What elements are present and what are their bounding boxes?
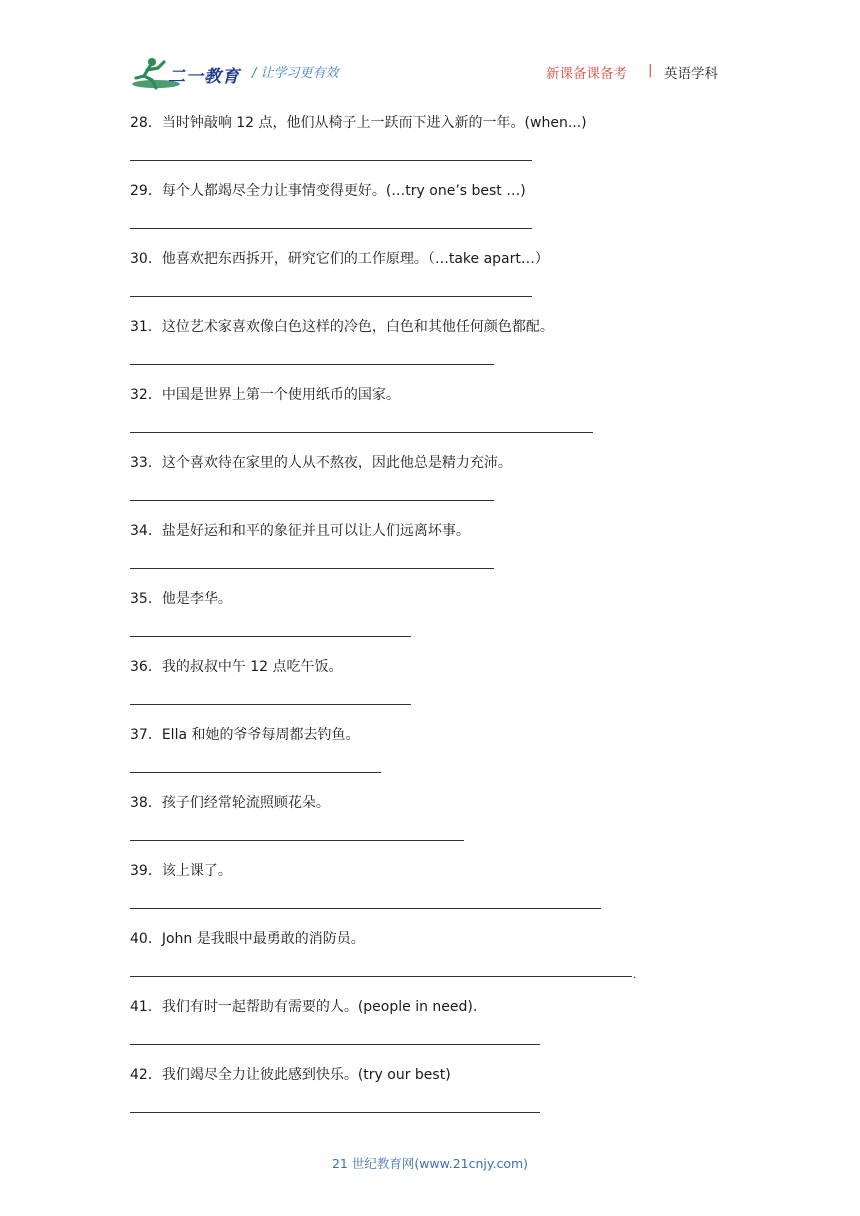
question-number: 37． xyxy=(130,727,162,743)
question-item xyxy=(130,176,770,244)
answer-line[interactable] xyxy=(130,1044,540,1045)
question-item xyxy=(130,380,770,448)
question-number: 31． xyxy=(130,319,162,335)
answer-line[interactable] xyxy=(130,976,632,977)
logo-text: 二一教育 xyxy=(168,67,240,87)
question-text: 我的叔叔中午 12 点吃午饭。 xyxy=(161,659,343,675)
answer-line[interactable] xyxy=(130,432,593,433)
question-text: 每个人都竭尽全力让事情变得更好。(…try one’s best …) xyxy=(161,183,526,199)
answer-line[interactable] xyxy=(130,568,494,569)
question-item xyxy=(130,788,770,856)
subject-label: 英语学科 xyxy=(664,66,718,82)
question-text: 该上课了。 xyxy=(161,863,232,879)
question-item xyxy=(130,108,770,176)
question-item xyxy=(130,652,770,720)
question-item xyxy=(130,516,770,584)
question-text: John 是我眼中最勇敢的消防员。 xyxy=(161,931,365,947)
question-text: 当时钟敲响 12 点，他们从椅子上一跃而下进入新的一年。(when...) xyxy=(161,115,587,131)
question-number: 39． xyxy=(130,863,162,879)
question-number: 35． xyxy=(130,591,162,607)
answer-line[interactable] xyxy=(130,364,494,365)
answer-line[interactable] xyxy=(130,704,411,705)
page-footer: 21 世纪教育网(www.21cnjy.com) xyxy=(331,1156,529,1171)
question-number: 34． xyxy=(130,523,162,539)
course-label: 新课备课备考 xyxy=(546,66,627,82)
question-text: Ella 和她的爷爷每周都去钓鱼。 xyxy=(161,727,360,743)
slogan: / 让学习更有效 xyxy=(252,66,339,81)
answer-line[interactable] xyxy=(130,228,532,229)
question-text: 中国是世界上第一个使用纸币的国家。 xyxy=(161,387,400,403)
question-text: 他是李华。 xyxy=(161,591,232,607)
question-text: 这个喜欢待在家里的人从不熬夜，因此他总是精力充沛。 xyxy=(161,455,512,471)
question-text: 这位艺术家喜欢像白色这样的冷色，白色和其他任何颜色都配。 xyxy=(161,319,554,335)
question-number: 42． xyxy=(130,1067,162,1083)
question-item xyxy=(130,584,770,652)
question-number: 40． xyxy=(130,931,162,947)
question-item xyxy=(130,244,770,312)
question-item xyxy=(130,312,770,380)
question-item xyxy=(130,1060,770,1128)
question-item xyxy=(130,856,770,924)
answer-line[interactable] xyxy=(130,840,464,841)
answer-line[interactable] xyxy=(130,908,601,909)
page-header xyxy=(0,0,860,96)
question-item xyxy=(130,924,770,992)
header-separator: | xyxy=(648,62,653,78)
question-text: 我们有时一起帮助有需要的人。(people in need). xyxy=(161,999,478,1015)
question-number: 28． xyxy=(130,115,162,131)
answer-line[interactable] xyxy=(130,1112,540,1113)
question-text: 我们竭尽全力让彼此感到快乐。(try our best) xyxy=(161,1067,451,1083)
answer-line[interactable] xyxy=(130,160,532,161)
question-text: 盐是好运和和平的象征并且可以让人们远离坏事。 xyxy=(161,523,470,539)
question-list xyxy=(130,108,770,1128)
question-item xyxy=(130,992,770,1060)
answer-line[interactable] xyxy=(130,772,381,773)
question-item xyxy=(130,448,770,516)
trailing-period: . xyxy=(633,967,636,981)
question-number: 38． xyxy=(130,795,162,811)
question-number: 29． xyxy=(130,183,162,199)
question-number: 30． xyxy=(130,251,162,267)
question-number: 32． xyxy=(130,387,162,403)
question-number: 33． xyxy=(130,455,162,471)
question-text: 他喜欢把东西拆开，研究它们的工作原理。（…take apart…） xyxy=(161,251,549,267)
answer-line[interactable] xyxy=(130,500,494,501)
question-item xyxy=(130,720,770,788)
question-text: 孩子们经常轮流照顾花朵。 xyxy=(161,795,330,811)
answer-line[interactable] xyxy=(130,636,411,637)
question-number: 41． xyxy=(130,999,162,1015)
question-number: 36． xyxy=(130,659,162,675)
answer-line[interactable] xyxy=(130,296,532,297)
